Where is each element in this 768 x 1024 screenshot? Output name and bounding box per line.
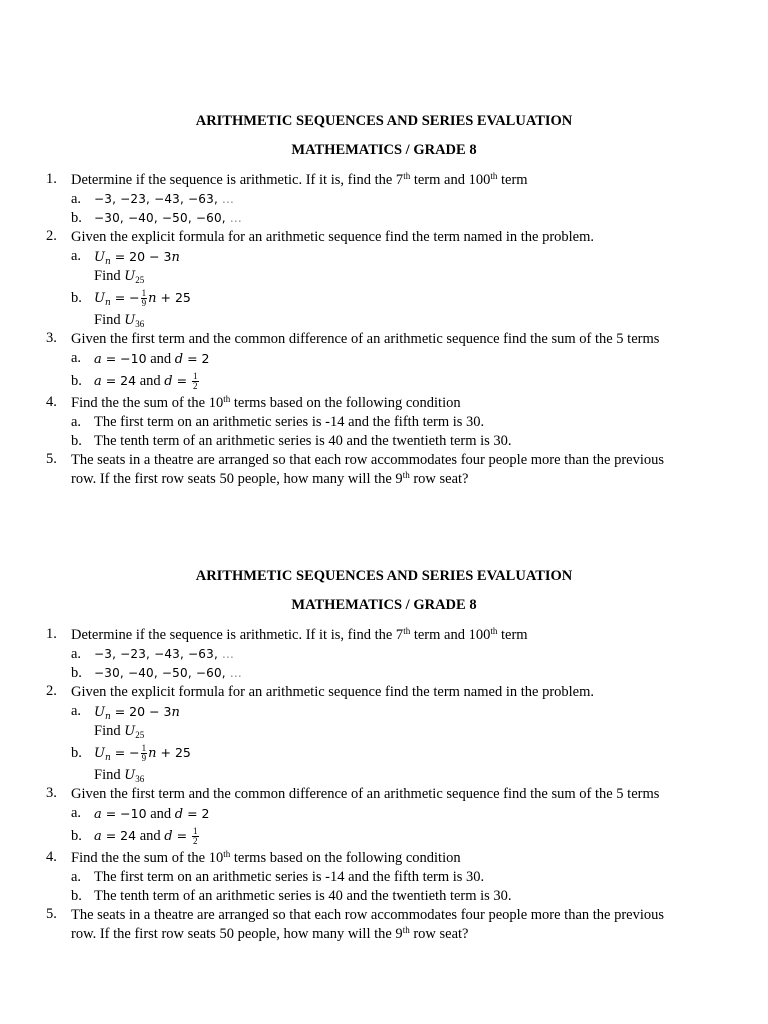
question-number: 2. — [46, 683, 57, 699]
question-3b: b. a = 24 and d = $\frac{1}{2}$ — [71, 371, 198, 392]
question-2a: a. $U_n = 20 - 3n$ — [71, 248, 180, 267]
question-number: 1. — [46, 171, 57, 187]
question-2b: b. $U_n$ = − $\frac{1}{9}$ n + 25 — [71, 288, 191, 309]
worksheet-title: ARITHMETIC SEQUENCES AND SERIES EVALUATION — [195, 568, 573, 584]
question-number: 3. — [46, 785, 57, 801]
question-3 — [0, 330, 691, 349]
question-1a: a. −3, −23, −43, −63, ... — [71, 646, 235, 662]
question-3 — [0, 785, 691, 804]
question-text: Find the the sum of the 10th terms based on the following condition — [71, 849, 461, 866]
question-2a-find: Find $U_{25}$ — [94, 268, 145, 285]
question-number: 4. — [46, 849, 57, 865]
question-text: The seats in a theatre are arranged so that each row accommodates four people more than the previous row. If the first row seats 50 people, how many will the 9th row seat? — [71, 907, 665, 942]
question-1a: a. −3, −23, −43, −63, ... — [71, 191, 235, 207]
question-text: Given the explicit formula for an arithmetic sequence find the term named in the problem. — [71, 229, 595, 245]
question-2 — [0, 683, 691, 702]
question-1 — [0, 626, 691, 645]
question-text: Find the the sum of the 10th terms based on the following condition — [71, 394, 461, 411]
worksheet-bottom — [0, 567, 768, 944]
question-number: 3. — [46, 330, 57, 346]
fraction: $\frac{1}{9}$ — [141, 743, 147, 764]
question-4 — [0, 394, 691, 413]
question-4b: b. The tenth term of an arithmetic series is 40 and the twentieth term is 30. — [71, 888, 512, 904]
question-number: 5. — [46, 451, 57, 467]
question-4b: b. The tenth term of an arithmetic series is 40 and the twentieth term is 30. — [71, 433, 512, 449]
question-text: Given the first term and the common difference of an arithmetic sequence find the sum of the 5 terms — [71, 786, 660, 802]
question-4a: a. The first term on an arithmetic series is -14 and the fifth term is 30. — [71, 869, 485, 885]
question-number: 4. — [46, 394, 57, 410]
question-4 — [0, 849, 691, 868]
question-1b: b. −30, −40, −50, −60, ... — [71, 210, 242, 226]
question-2a-find: Find $U_{25}$ — [94, 723, 145, 740]
worksheet-subtitle: MATHEMATICS / GRADE 8 — [291, 597, 477, 613]
question-text: Given the first term and the common difference of an arithmetic sequence find the sum of the 5 terms — [71, 331, 660, 347]
question-number: 2. — [46, 228, 57, 244]
question-2 — [0, 228, 691, 247]
question-3a: a. a = −10 and d = 2 — [71, 805, 210, 822]
question-text: Determine if the sequence is arithmetic. If it is, find the 7th term and 100th term — [71, 626, 528, 643]
fraction: $\frac{1}{9}$ — [141, 288, 147, 309]
question-2b-find: Find $U_{36}$ — [94, 312, 145, 329]
question-2b: b. $U_n$ = − $\frac{1}{9}$ n + 25 — [71, 743, 191, 764]
worksheet-top — [0, 112, 768, 489]
fraction: $\frac{1}{2}$ — [193, 826, 198, 847]
question-text: The seats in a theatre are arranged so that each row accommodates four people more than the previous row. If the first row seats 50 people, how many will the 9th row seat? — [71, 452, 665, 487]
fraction: $\frac{1}{2}$ — [193, 371, 198, 392]
question-4a: a. The first term on an arithmetic series is -14 and the fifth term is 30. — [71, 414, 485, 430]
question-3b: b. a = 24 and d = $\frac{1}{2}$ — [71, 826, 198, 847]
question-2b-find: Find $U_{36}$ — [94, 767, 145, 784]
question-1b: b. −30, −40, −50, −60, ... — [71, 665, 242, 681]
question-text: Determine if the sequence is arithmetic. If it is, find the 7th term and 100th term — [71, 171, 528, 188]
question-5 — [0, 906, 691, 944]
question-number: 5. — [46, 906, 57, 922]
question-2a: a. $U_n = 20 - 3n$ — [71, 703, 180, 722]
question-5 — [0, 451, 691, 489]
worksheet-subtitle: MATHEMATICS / GRADE 8 — [291, 142, 477, 158]
question-3a: a. a = −10 and d = 2 — [71, 350, 210, 367]
question-text: Given the explicit formula for an arithmetic sequence find the term named in the problem. — [71, 684, 595, 700]
question-1 — [0, 171, 691, 190]
question-number: 1. — [46, 626, 57, 642]
worksheet-title: ARITHMETIC SEQUENCES AND SERIES EVALUATION — [195, 113, 573, 129]
